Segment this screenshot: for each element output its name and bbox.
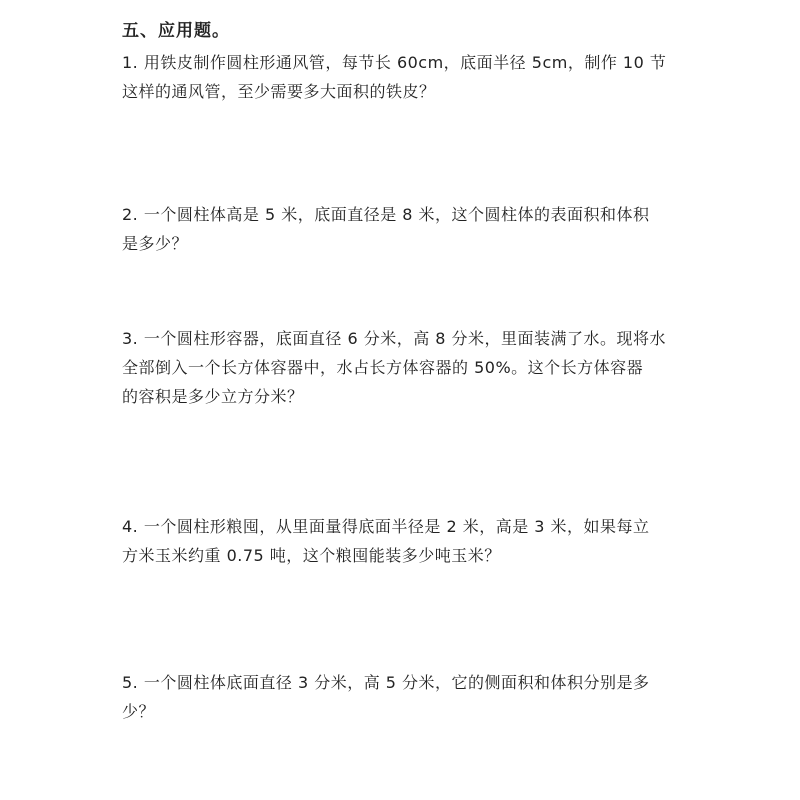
question-3-line-2: 全部倒入一个长方体容器中，水占长方体容器的 50%。这个长方体容器 (122, 358, 644, 377)
question-3-line-1: 3. 一个圆柱形容器，底面直径 6 分米，高 8 分米，里面装满了水。现将水 (122, 329, 667, 348)
question-1 (122, 48, 687, 106)
question-5-line-2: 少？ (122, 702, 156, 721)
question-2-line-2: 是多少？ (122, 234, 189, 253)
question-5-line-1: 5. 一个圆柱体底面直径 3 分米，高 5 分米，它的侧面积和体积分别是多 (122, 673, 650, 692)
section-title: 五、应用题。 (122, 21, 230, 41)
question-2-line-1: 2. 一个圆柱体高是 5 米，底面直径是 8 米，这个圆柱体的表面积和体积 (122, 205, 650, 224)
question-3 (122, 324, 687, 411)
question-5 (122, 668, 687, 726)
question-4-line-1: 4. 一个圆柱形粮囤，从里面量得底面半径是 2 米，高是 3 米，如果每立 (122, 517, 650, 536)
question-1-line-2: 这样的通风管，至少需要多大面积的铁皮？ (122, 82, 436, 101)
question-1-line-1: 1. 用铁皮制作圆柱形通风管，每节长 60cm，底面半径 5cm，制作 10 节 (122, 53, 667, 72)
question-3-line-3: 的容积是多少立方分米？ (122, 387, 304, 406)
question-4 (122, 512, 687, 570)
question-4-line-2: 方米玉米约重 0.75 吨，这个粮囤能装多少吨玉米？ (122, 546, 501, 565)
question-2 (122, 200, 687, 258)
